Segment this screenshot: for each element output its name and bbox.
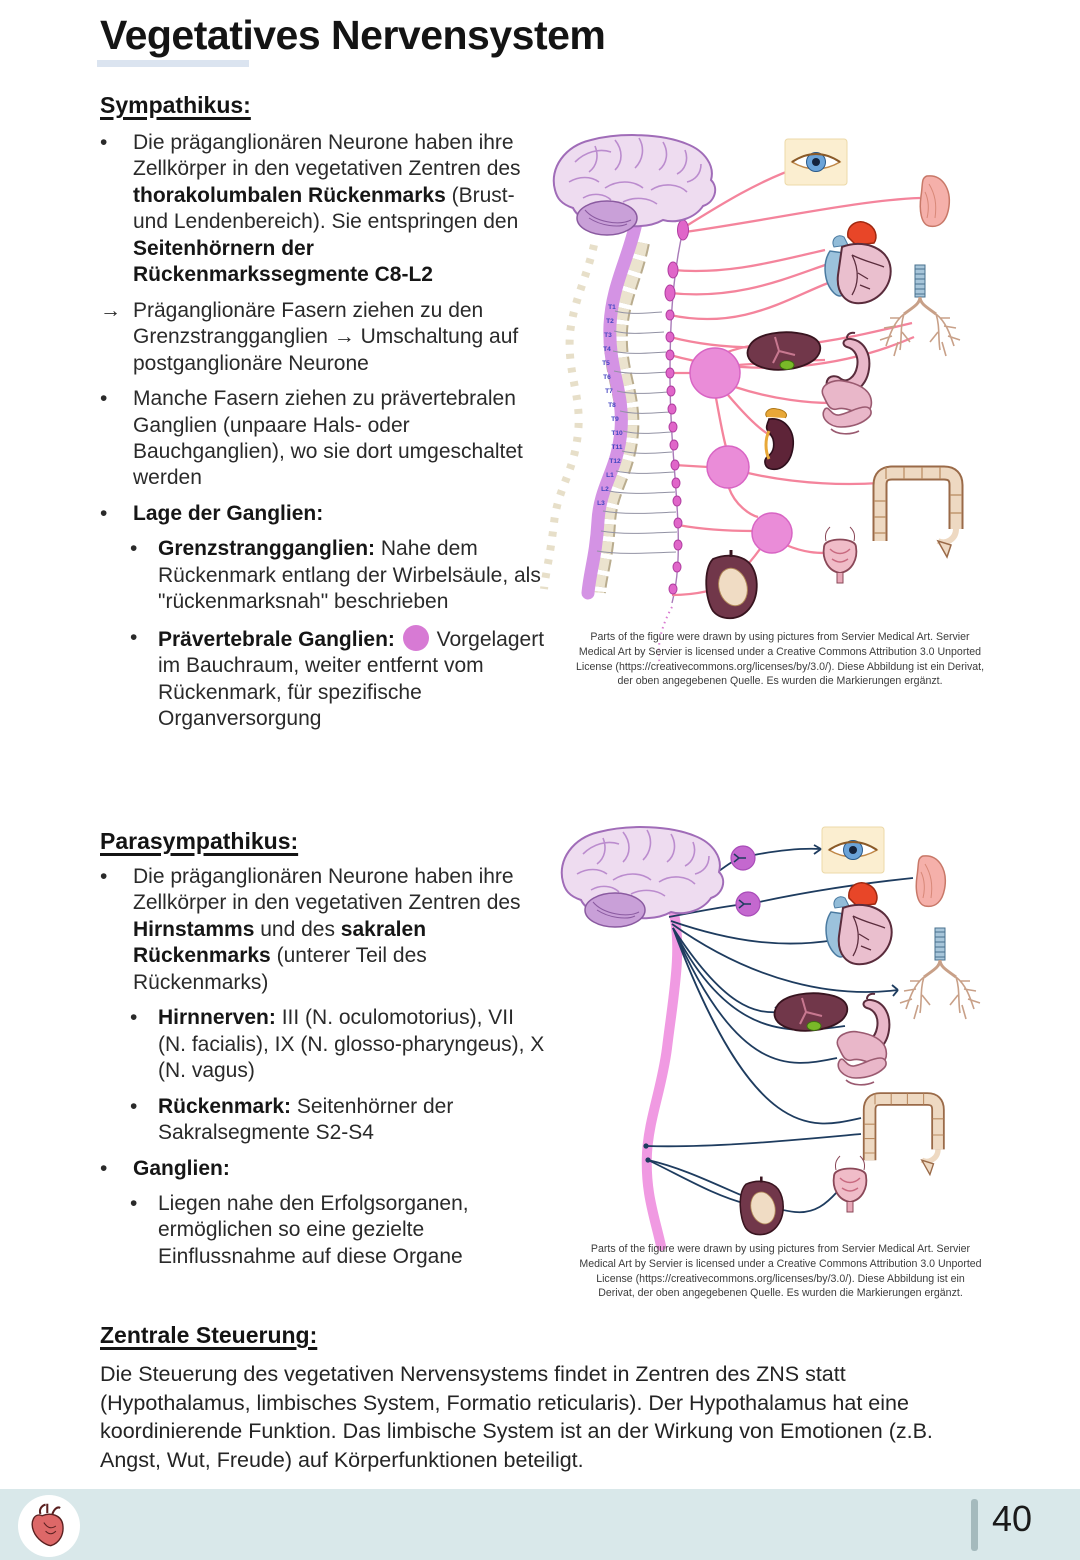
list-item: [100, 1005, 545, 1084]
cranial-ganglia: [731, 846, 760, 916]
heart-illustration: [825, 222, 891, 303]
list-item-text: Die präganglionären Neurone haben ihre Zellkörper in den vegetativen Zentren des Hirnstamms und des sakralen Rückenmarks (unterer Teil des Rückenmarks): [133, 865, 521, 994]
svg-text:L2: L2: [601, 486, 609, 493]
list-item-text: Rückenmark: Seitenhörner der Sakralsegmente S2-S4: [158, 1094, 454, 1145]
salivary-gland-illustration: [920, 176, 949, 227]
footer-bar: [0, 1489, 1080, 1560]
list-item-text: Prävertebrale Ganglien: Vorgelagert im Bauchraum, weiter entfernt vom Rückenmark, für spezifische Organversorgung: [158, 625, 545, 733]
svg-text:T1: T1: [608, 304, 616, 311]
section-heading-parasympathikus: Parasympathikus:: [100, 828, 299, 854]
heart-badge: [18, 1495, 80, 1557]
page-title: Vegetatives Nervensystem: [100, 12, 606, 58]
small-intestine-illustration: [837, 1032, 886, 1085]
spinal-cord-trunk: [647, 910, 678, 1246]
bullet-marker: •: [130, 1006, 138, 1030]
svg-text:T6: T6: [603, 374, 611, 381]
liver-illustration: [748, 332, 821, 370]
chain-ganglia: [665, 220, 689, 594]
bullet-marker: →: [100, 298, 121, 322]
lungs-illustration: [880, 265, 960, 356]
list-item-text: Lage der Ganglien:: [133, 501, 324, 525]
bullet-marker: •: [100, 387, 108, 411]
spinous-processes: [544, 245, 594, 589]
list-item: [100, 864, 545, 996]
svg-text:L1: L1: [606, 472, 614, 479]
svg-text:T4: T4: [603, 346, 611, 353]
vertebral-column-outline: [594, 242, 638, 592]
sympathetic-nerve-fibers: [670, 167, 920, 595]
parasympathikus-bullet-list: [100, 864, 545, 1279]
parasympathetic-nerve-fibers: [646, 845, 913, 1212]
list-item-text: Hirnnerven: III (N. oculomotorius), VII (N. facialis), IX (N. glosso-pharyngeus), X (N. vagus): [158, 1006, 545, 1083]
genital-illustration: [740, 1177, 783, 1235]
list-item: [100, 625, 545, 733]
sympathetic-chain: [670, 230, 683, 603]
parasympathicus-figure: [555, 818, 985, 1258]
heart-illustration: [826, 883, 892, 964]
vertebral-column: [594, 242, 638, 592]
list-item-text: Liegen nahe den Erfolgsorganen, ermöglichen so eine gezielte Einflussnahme auf diese Organe: [158, 1191, 469, 1268]
anatomical-heart-icon: [27, 1502, 71, 1550]
svg-text:T7: T7: [605, 388, 613, 395]
bladder-illustration: [834, 1156, 867, 1212]
segmental-nerves: [597, 311, 677, 553]
list-item: [100, 386, 545, 492]
svg-text:T3: T3: [604, 332, 612, 339]
list-item-text: Präganglionäre Fasern ziehen zu den Grenzstrangganglien → Umschaltung auf postganglionäre Neurone: [133, 298, 519, 375]
svg-text:T8: T8: [608, 402, 616, 409]
svg-text:T5: T5: [602, 360, 610, 367]
prevertebral-ganglia: [690, 348, 792, 553]
kidney-illustration: [765, 409, 793, 470]
svg-text:T11: T11: [611, 444, 623, 451]
sympathicus-figure: [520, 125, 990, 685]
spine-level-labels: [597, 304, 623, 507]
bullet-marker: •: [130, 625, 138, 649]
stomach-illustration: [847, 994, 890, 1056]
list-item-text: Die präganglionären Neurone haben ihre Zellkörper in den vegetativen Zentren des thorakolumbalen Rückenmarks (Brust- und Lendenbereich). Sie entspringen den Seitenhörnern der Rückenmarkssegmente C8-L2: [133, 131, 521, 287]
lungs-illustration: [900, 928, 980, 1019]
bullet-marker: •: [130, 1191, 138, 1215]
bullet-marker: •: [100, 501, 108, 525]
figure1-credit: Parts of the figure were drawn by using pictures from Servier Medical Art. Servier Medical Art by Servier is licensed under a Creative Commons Attribution 3.0 Unported License (https://creativecommons.org/licenses/by/3.0/). Diese Abbildung ist ein Derivat, der oben angegebenen Quelle. Es wurden die Markierungen ergänzt.: [575, 631, 985, 688]
list-item: [100, 536, 545, 615]
bullet-marker: •: [130, 1094, 138, 1118]
svg-text:T2: T2: [606, 318, 614, 325]
section-heading-sympathikus: Sympathikus:: [100, 92, 251, 118]
page-number: 40: [992, 1498, 1033, 1539]
bullet-marker: •: [100, 131, 108, 154]
list-item: [100, 1156, 545, 1182]
bullet-marker: •: [100, 1156, 108, 1180]
spinal-cord: [588, 223, 636, 593]
zentrale-steuerung-paragraph: Die Steuerung des vegetativen Nervensystems findet in Zentren des ZNS statt (Hypothalamus, limbisches System, Formatio reticularis). Der Hypothalamus hat eine koordinierende Funktion. Das limbische System ist an der Wirkung von Emotionen (z.B. Angst, Wut, Freude) auf Körperfunktionen beteiligt.: [100, 1362, 933, 1472]
small-intestine-illustration: [822, 381, 871, 434]
list-item: [100, 1094, 545, 1147]
colon-illustration: [874, 467, 962, 557]
svg-text:L3: L3: [597, 500, 605, 507]
brain-illustration: [554, 135, 715, 235]
list-item: [100, 298, 545, 377]
list-item: [100, 1191, 545, 1270]
sacral-outflow-points: [643, 1143, 650, 1162]
list-item: [100, 501, 545, 527]
liver-illustration: [775, 993, 848, 1031]
svg-text:T9: T9: [611, 416, 619, 423]
figure2-credit: Parts of the figure were drawn by using pictures from Servier Medical Art. Servier Medical Art by Servier is licensed under a Creative Commons Attribution 3.0 Unported License (https://creativecommons.org/licenses/by/3.0/). Diese Abbildung ist ein Derivat, der oben angegebenen Quelle. Es wurden die Markierungen ergänzt.: [579, 1243, 982, 1300]
list-item-text: Ganglien:: [133, 1156, 230, 1180]
sympathikus-bullet-list: [100, 130, 545, 742]
bladder-illustration: [824, 527, 857, 583]
eye-illustration: [785, 139, 847, 185]
title-highlight-bar: [97, 60, 249, 67]
colon-illustration: [864, 1094, 943, 1175]
list-item: [100, 130, 545, 289]
eye-illustration: [822, 827, 884, 873]
svg-text:T10: T10: [611, 430, 623, 437]
stomach-illustration: [827, 333, 870, 395]
section-heading-zentrale-steuerung: Zentrale Steuerung:: [100, 1322, 318, 1348]
genital-illustration: [706, 550, 757, 618]
salivary-gland-illustration: [916, 856, 945, 907]
bullet-marker: •: [100, 865, 108, 888]
list-item-text: Manche Fasern ziehen zu prävertebralen Ganglien (unpaare Hals- oder Bauchganglien), wo sie dort umgeschaltet werden: [133, 387, 523, 490]
bullet-marker: •: [130, 537, 138, 561]
prevertebral-ganglion-icon: [403, 625, 429, 651]
list-item-text: Grenzstrangganglien: Nahe dem Rückenmark entlang der Wirbelsäule, als "rückenmarksnah" beschrieben: [158, 537, 541, 614]
svg-text:T12: T12: [609, 458, 621, 465]
brain-illustration: [562, 827, 723, 927]
footer-divider: [971, 1499, 978, 1551]
